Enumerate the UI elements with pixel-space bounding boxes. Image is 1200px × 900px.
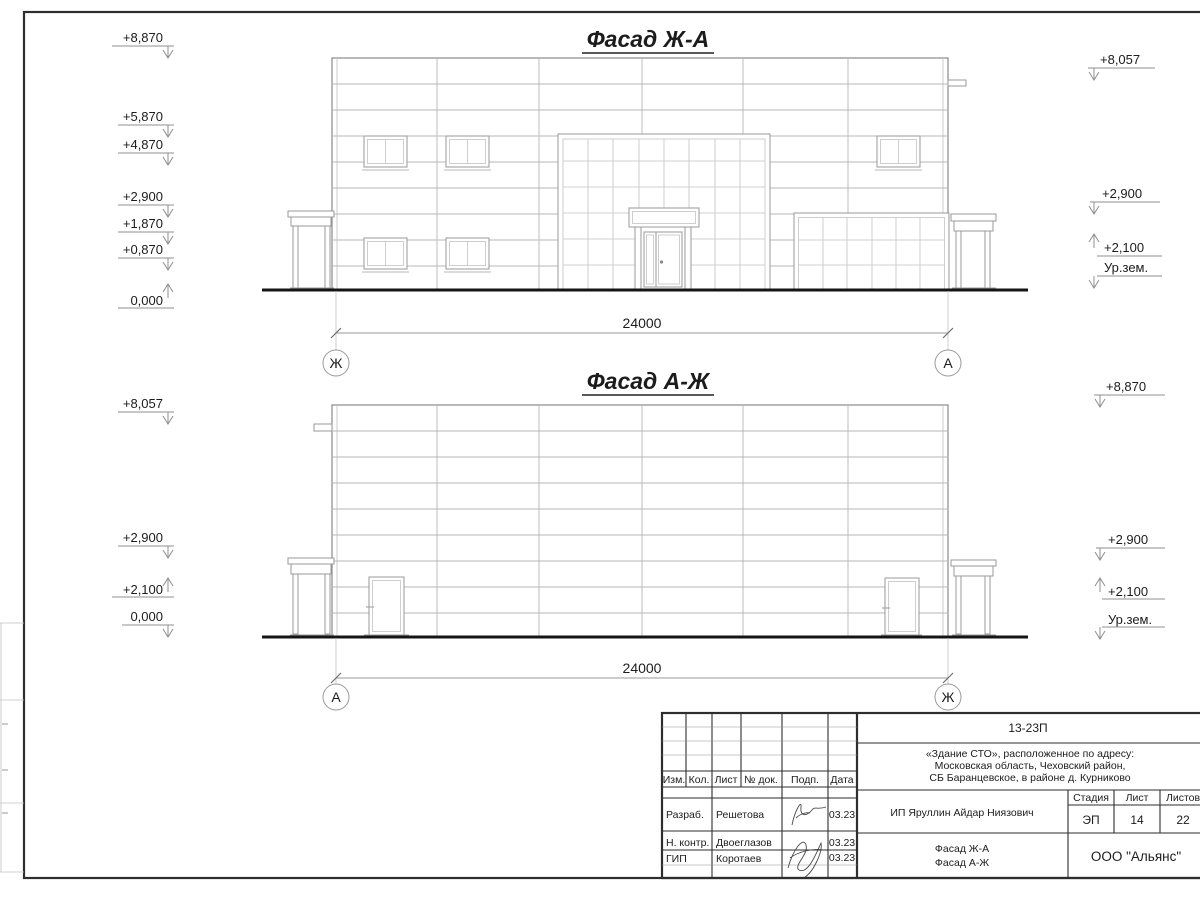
role-2: Н. контр.: [666, 837, 710, 849]
elevation-mark: [118, 216, 174, 244]
svg-text:+8,057: +8,057: [1100, 52, 1141, 67]
porch-left: [288, 211, 334, 288]
col-kol: Кол.: [688, 774, 710, 786]
signature: [788, 842, 824, 877]
svg-text:Ур.зем.: Ур.зем.: [1104, 260, 1149, 275]
elevation-mark: [118, 396, 174, 424]
col-list: Лист: [714, 774, 738, 786]
elevation-mark: [1095, 578, 1165, 599]
client-name: ИП Яруллин Айдар Ниязович: [890, 807, 1034, 819]
facade-2-elevation-marks-right: [1094, 379, 1165, 639]
margin-lines: [0, 623, 24, 872]
entrance-door: [635, 227, 691, 291]
sheet-value: 14: [1130, 813, 1144, 827]
door-handle: [660, 260, 663, 263]
elevation-mark: [112, 578, 174, 597]
porch-left: [288, 558, 334, 635]
elevation-mark: [118, 530, 174, 558]
door-frame: [635, 227, 691, 291]
project-line-3: СБ Баранцевское, в районе д. Курниково: [929, 772, 1131, 784]
window: [362, 238, 409, 272]
curtain-wall: [558, 134, 770, 291]
svg-text:+2,100: +2,100: [122, 582, 163, 597]
elevation-mark: [118, 137, 174, 165]
sheets-label: Листов: [1165, 792, 1200, 804]
elevation-mark: [1089, 260, 1162, 288]
svg-text:Ур.зем.: Ур.зем.: [1108, 612, 1153, 627]
sheet-label: Лист: [1125, 792, 1149, 804]
name-2: Двоеглазов: [716, 837, 772, 849]
window: [362, 136, 409, 170]
title-block: [662, 713, 1200, 878]
name-1: Решетова: [716, 809, 765, 821]
margin-ticks: [2, 724, 8, 813]
window: [875, 136, 922, 170]
col-izm: Изм.: [662, 774, 686, 786]
date-1: 03.23: [828, 809, 856, 821]
axis-label-right: А: [943, 355, 953, 371]
project-line-1: «Здание СТО», расположенное по адресу:: [925, 748, 1135, 760]
side-door-left: [364, 577, 409, 635]
svg-text:+2,100: +2,100: [1104, 240, 1145, 255]
axis-label-left: А: [331, 689, 341, 705]
col-podp: Подп.: [791, 774, 819, 786]
date-3: 03.23: [828, 852, 856, 864]
svg-text:+2,100: +2,100: [1108, 584, 1149, 599]
role-1: Разраб.: [666, 809, 704, 821]
glazed-band-frame: [794, 213, 949, 291]
stage-label: Стадия: [1073, 792, 1109, 804]
elevation-mark: [118, 242, 174, 270]
axis-label-right: Ж: [941, 689, 955, 705]
dimension-value: 24000: [622, 660, 662, 676]
facade-1-elevation-marks-left: [112, 30, 174, 308]
elevation-mark: [1094, 379, 1165, 407]
svg-text:0,000: 0,000: [130, 293, 163, 308]
svg-text:+8,870: +8,870: [122, 30, 163, 45]
facade-1-title: Фасад Ж-А: [586, 26, 710, 52]
glazed-band: [794, 213, 949, 291]
elevation-mark: [118, 284, 174, 308]
facade-2-elevation-marks-left: [112, 396, 174, 637]
svg-text:+2,900: +2,900: [1102, 186, 1143, 201]
facade-1-building: [262, 58, 1028, 291]
facade-1: [112, 26, 1162, 376]
svg-text:0,000: 0,000: [130, 609, 163, 624]
svg-text:+2,900: +2,900: [122, 530, 163, 545]
wall-outline: [332, 405, 948, 637]
window: [444, 136, 491, 170]
facade-2-building: [262, 405, 1028, 637]
elevation-mark: [118, 109, 174, 137]
porch-right: [951, 560, 996, 635]
elevation-mark: [1095, 532, 1165, 560]
svg-text:+8,057: +8,057: [122, 396, 163, 411]
col-data: Дата: [830, 774, 854, 786]
drawing-title-2: Фасад А-Ж: [934, 857, 990, 869]
svg-text:+8,870: +8,870: [1106, 379, 1147, 394]
elevation-mark: [1088, 52, 1155, 80]
elevation-mark: [112, 30, 174, 58]
name-3: Коротаев: [716, 853, 762, 865]
company-name: ООО "Альянс": [1090, 849, 1182, 864]
entrance-sign: [629, 208, 699, 227]
roof-drain-pipe: [314, 424, 332, 431]
date-2: 03.23: [828, 837, 856, 849]
window: [444, 238, 491, 272]
svg-text:+0,870: +0,870: [122, 242, 163, 257]
elevation-mark: [1089, 234, 1162, 256]
svg-text:+2,900: +2,900: [122, 189, 163, 204]
role-3: ГИП: [666, 853, 687, 865]
svg-text:+4,870: +4,870: [122, 137, 163, 152]
drawing-title-1: Фасад Ж-А: [934, 843, 990, 855]
facade-1-dimension: [323, 291, 961, 376]
elevation-mark: [1089, 186, 1160, 214]
svg-text:+1,870: +1,870: [122, 216, 163, 231]
project-code: 13-23П: [1008, 721, 1048, 735]
side-door-right: [881, 578, 922, 635]
facade-1-elevation-marks-right: [1088, 52, 1162, 288]
elevation-mark: [122, 609, 174, 637]
col-doc: № док.: [744, 774, 778, 786]
signature: [792, 804, 826, 825]
axis-label-left: Ж: [329, 355, 343, 371]
porch-right: [951, 214, 996, 288]
svg-text:+5,870: +5,870: [122, 109, 163, 124]
facade-2-dimension: [323, 638, 961, 710]
facade-2-title: Фасад А-Ж: [586, 368, 710, 394]
stage-value: ЭП: [1082, 813, 1100, 827]
roof-drain-pipe: [948, 80, 966, 86]
project-line-2: Московская область, Чеховский район,: [934, 760, 1126, 772]
elevation-mark: [1095, 612, 1165, 639]
dimension-value: 24000: [622, 315, 662, 331]
elevation-mark: [118, 189, 174, 217]
sheets-value: 22: [1176, 813, 1190, 827]
svg-text:+2,900: +2,900: [1108, 532, 1149, 547]
facade-2: [112, 368, 1165, 710]
